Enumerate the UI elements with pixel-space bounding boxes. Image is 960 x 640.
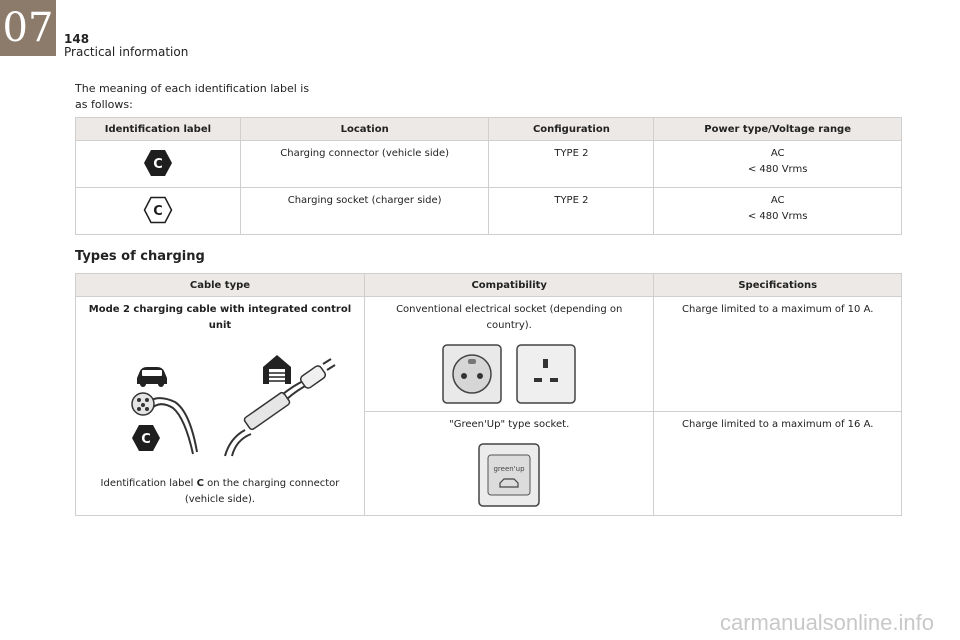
identification-table — [75, 117, 902, 235]
label-c-filled-icon — [143, 149, 173, 177]
table-header-row — [76, 274, 902, 297]
power-cell — [654, 141, 902, 188]
mains-plug-icon — [299, 359, 335, 390]
control-unit-icon — [225, 380, 309, 456]
specification-cell: Charge limited to a maximum of 10 A. — [654, 297, 902, 412]
col-header-specifications: Specifications — [654, 274, 902, 297]
caption-text: Identification label — [100, 478, 197, 489]
id-label-cell — [76, 188, 241, 235]
section-title: Practical information — [64, 45, 189, 59]
table-header-row — [76, 118, 902, 141]
id-label-cell — [76, 141, 241, 188]
col-header-compatibility: Compatibility — [364, 274, 654, 297]
page-number: 148 — [64, 32, 90, 46]
types-of-charging-heading: Types of charging — [75, 249, 205, 264]
power-type: AC — [770, 195, 785, 206]
configuration-cell: TYPE 2 — [489, 141, 654, 188]
charging-types-table — [75, 273, 902, 516]
table-row — [76, 188, 902, 235]
cable-type-cell — [76, 297, 365, 516]
car-icon — [137, 367, 167, 387]
col-header-location: Location — [240, 118, 489, 141]
table-row — [76, 141, 902, 188]
col-header-power: Power type/Voltage range — [654, 118, 902, 141]
uk-socket-icon — [516, 344, 576, 404]
cable-title: Mode 2 charging cable with integrated control unit — [88, 304, 352, 331]
watermark: carmanualsonline.info — [719, 610, 934, 635]
label-c-outline-icon — [143, 196, 173, 224]
location-cell: Charging socket (charger side) — [240, 188, 489, 235]
chapter-tab: 07 — [0, 0, 56, 56]
connector-label-c-icon — [132, 425, 160, 451]
power-type: AC — [770, 148, 785, 159]
compatibility-cell — [364, 412, 654, 516]
compatibility-text: "Green'Up" type socket. — [449, 419, 570, 430]
label-letter: C — [153, 204, 163, 219]
table-row — [76, 297, 902, 412]
compatibility-cell — [364, 297, 654, 412]
greenup-socket-icon — [478, 443, 540, 507]
power-cell — [654, 188, 902, 235]
intro-text: The meaning of each identification label is as follows: — [75, 82, 310, 111]
voltage-range: < 480 Vrms — [747, 211, 808, 222]
cable-caption — [84, 476, 356, 508]
specification-cell: Charge limited to a maximum of 16 A. — [654, 412, 902, 516]
caption-bold-label: C — [196, 478, 204, 489]
label-letter: C — [153, 157, 163, 172]
col-header-cable-type: Cable type — [76, 274, 365, 297]
voltage-range: < 480 Vrms — [747, 164, 808, 175]
col-header-identification: Identification label — [76, 118, 241, 141]
col-header-configuration: Configuration — [489, 118, 654, 141]
location-cell: Charging connector (vehicle side) — [240, 141, 489, 188]
house-icon — [263, 355, 291, 384]
configuration-cell: TYPE 2 — [489, 188, 654, 235]
compatibility-text: Conventional electrical socket (depending on country). — [396, 304, 623, 331]
caption-text-end: on the charging connector (vehicle side). — [184, 478, 340, 505]
greenup-brand-text: green'up — [493, 465, 525, 473]
french-socket-icon — [442, 344, 502, 404]
connector-label-letter: C — [141, 432, 151, 447]
mode2-cable-illustration — [95, 342, 345, 460]
